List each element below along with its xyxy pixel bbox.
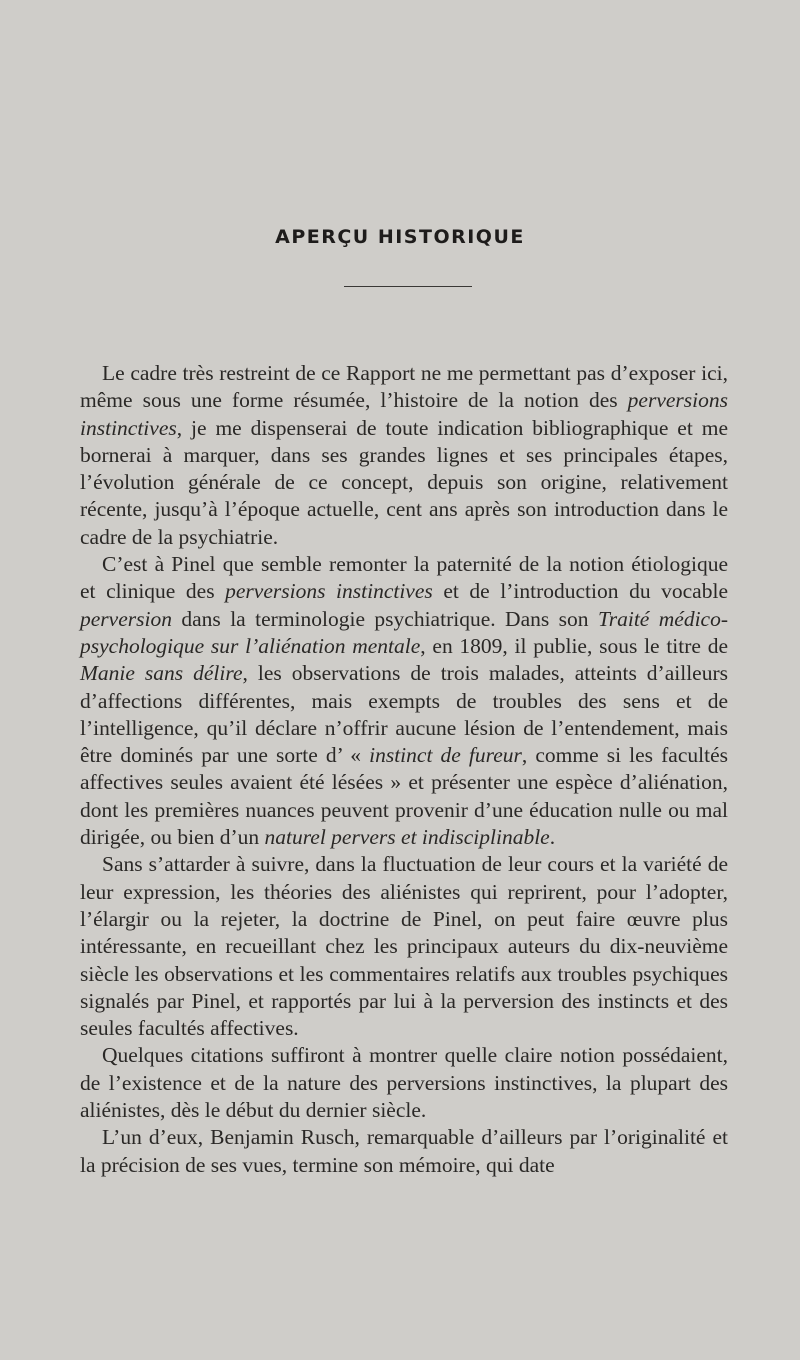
emphasis: instinct de fureur [369,743,522,768]
emphasis: perversions instinctives [225,579,433,604]
emphasis: perversion [80,606,172,631]
paragraph-5: L’un d’eux, Benjamin Rusch, remarquable d’ailleurs par l’originalité et la précision de ses vues, termine son mémoire, qui date [80,1125,728,1177]
paragraph-1: Le cadre très restreint de ce Rapport ne me permettant pas d’exposer ici, même sous une forme résumée, l’histoire de la notion des perversions instinctives, je me dispenserai de toute indication bibliographique et me bornerai à marquer, dans ses grandes lignes et ses principales étapes, l’évolution générale de ce concept, depuis son origine, relativement récente, jusqu’à l’époque actuelle, cent ans après son introduction dans le cadre de la psychiatrie. [80,361,728,549]
paragraph-4: Quelques citations suffiront à montrer quelle claire notion possédaient, de l’existence et de la nature des perversions instinctives, la plupart des aliénistes, dès le début du dernier siècle. [80,1043,728,1123]
body-text [80,360,728,1179]
paragraph-3: Sans s’attarder à suivre, dans la fluctuation de leur cours et la variété de leur expression, les théories des aliénistes qui reprirent, pour l’adopter, l’élargir ou la rejeter, la doctrine de Pinel, on peut faire œuvre plus intéressante, en recueillant chez les principaux auteurs du dix-neuvième siècle les observations et les commentaires relatifs aux troubles psychiques signalés par Pinel, et rapportés par lui à la perversion des instincts et des seules facultés affectives. [80,852,728,1041]
emphasis: Manie sans délire [80,661,243,686]
paragraph-2: C’est à Pinel que semble remonter la paternité de la notion étiologique et clinique des perversions instinctives et de l’introduction du vocable perversion dans la terminologie psychiatrique. Dans son Traité médico-psychologique sur l’aliénation mentale, en 1809, il publie, sous le titre de Manie sans délire, les observations de trois malades, atteints d’ailleurs d’affections différentes, mais exempts de troubles des sens et de l’intelligence, qu’il déclare n’offrir aucune lésion de l’entendement, mais être dominés par une sorte d’ « instinct de fureur, comme si les facultés affectives seules avaient été lésées » et présenter une espèce d’aliénation, dont les premières nuances peuvent provenir d’une éducation nulle ou mal dirigée, ou bien d’un naturel pervers et indisciplinable. [80,552,728,850]
book-title: Traité médico-psychologique sur l’aliénation mentale [80,606,728,658]
emphasis: perversions instinctives [80,388,728,440]
section-heading: APERÇU HISTORIQUE [275,226,525,248]
emphasis: naturel pervers et indisciplinable [264,825,550,850]
heading-rule [344,286,472,287]
